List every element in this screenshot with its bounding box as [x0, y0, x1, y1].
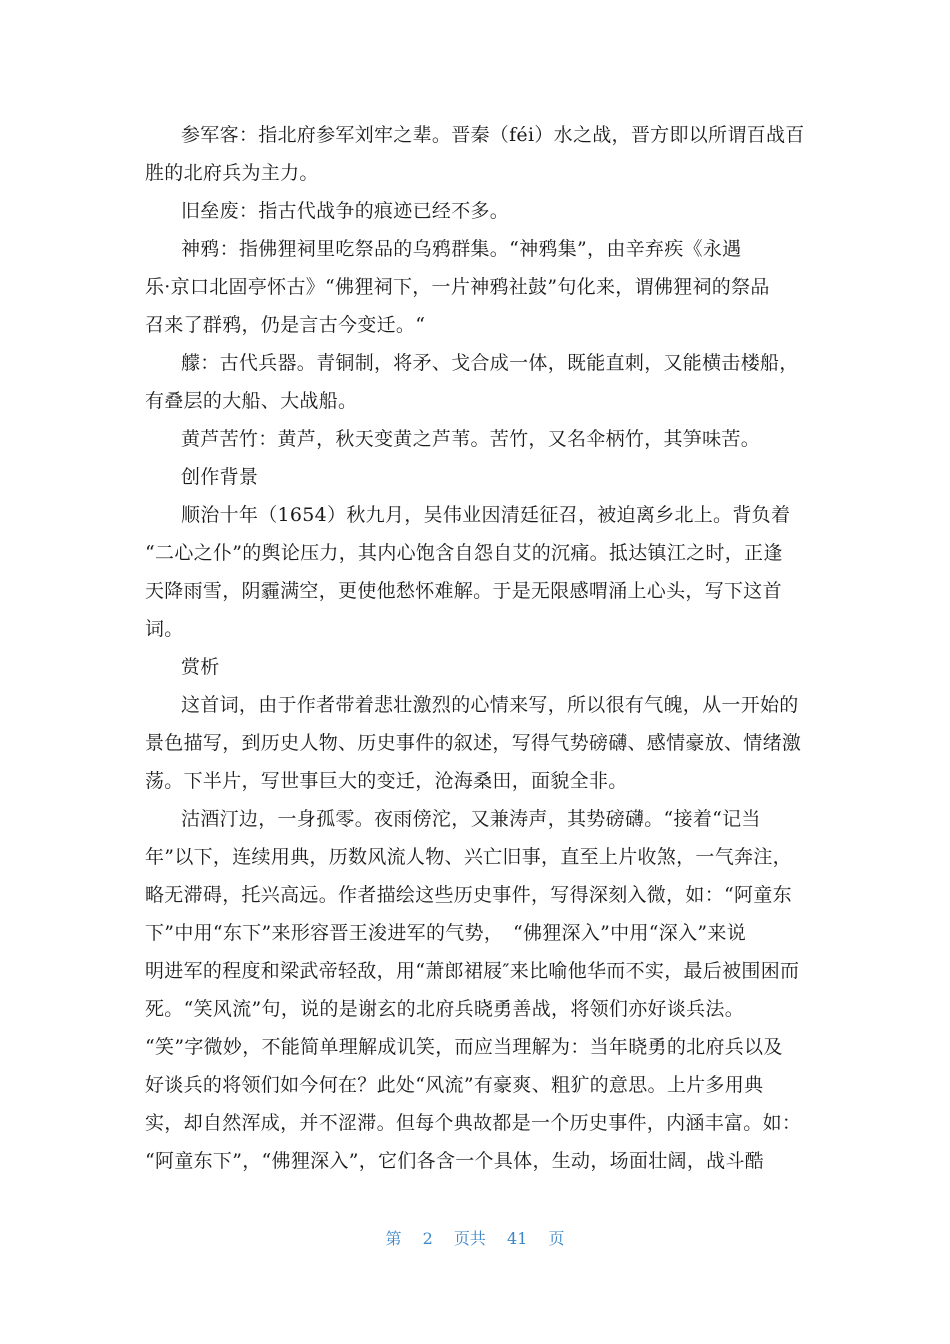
text-line: “阿童东下”，“佛狸深入”，它们各含一个具体，生动，场面壮阔，战斗酷 [145, 1150, 765, 1172]
text-line: 胜的北府兵为主力。 [145, 162, 319, 184]
text-line: “笑”字微妙，不能简单理解成讥笑，而应当理解为：当年晓勇的北府兵以及 [145, 1036, 783, 1058]
text-line: 创作背景 [181, 466, 259, 488]
text-line: 沽酒汀边，一身孤零。夜雨傍沱，又兼涛声，其势磅礴。“接着“记当 [181, 808, 761, 830]
document-body [145, 116, 805, 1180]
text-line: 明进军的程度和梁武帝轻敌，用“萧郎裙屐″来比喻他华而不实，最后被围困而 [145, 960, 800, 982]
text-line: “二心之仆”的舆论压力，其内心饱含自怨自艾的沉痛。抵达镇江之时，正逢 [145, 542, 783, 564]
text-line: 旧垒废：指古代战争的痕迹已经不多。 [181, 200, 510, 222]
text-line: 好谈兵的将领们如今何在？此处“风流”有豪爽、粗犷的意思。上片多用典 [145, 1074, 764, 1096]
text-line: 神鸦：指佛狸祠里吃祭品的乌鸦群集。“神鸦集”，由辛弃疾《永遇 [181, 238, 742, 260]
text-line: 荡。下半片，写世事巨大的变迁，沧海桑田，面貌全非。 [145, 770, 628, 792]
of-label: 页共 [453, 1229, 486, 1248]
total-pages: 41 [507, 1229, 528, 1248]
text-line: 参军客：指北府参军刘牢之辈。晋秦（féi）水之战，晋方即以所谓百战百 [181, 124, 805, 146]
text-line: 略无滞碍，托兴高远。作者描绘这些历史事件，写得深刻入微，如：“阿童东 [145, 884, 792, 906]
text-line: 天降雨雪，阴霾满空，更使他愁怀难解。于是无限感喟涌上心头，写下这首 [145, 580, 782, 602]
text-line: 召来了群鸦，仍是言古今变迁。“ [145, 314, 426, 336]
page-footer [0, 1226, 950, 1249]
text-line: 死。“笑风流”句，说的是谢玄的北府兵晓勇善战，将领们亦好谈兵法。 [145, 998, 745, 1020]
text-line: 赏析 [181, 656, 220, 678]
text-line: 艨：古代兵器。青铜制，将矛、戈合成一体，既能直刺，又能横击楼船， [181, 352, 799, 374]
text-line: 顺治十年（1654）秋九月，吴伟业因清廷征召，被迫离乡北上。背负着 [181, 504, 791, 526]
text-line: 景色描写，到历史人物、历史事件的叙述，写得气势磅礴、感情豪放、情绪激 [145, 732, 802, 754]
page-label: 第 [385, 1229, 402, 1248]
text-line: 黄芦苦竹：黄芦，秋天变黄之芦苇。苦竹，又名伞柄竹，其笋味苦。 [181, 428, 761, 450]
page-suffix: 页 [548, 1229, 565, 1248]
text-line: 乐·京口北固亭怀古》“佛狸祠下，一片神鸦社鼓”句化来，谓佛狸祠的祭品 [145, 276, 770, 298]
text-line: 这首词，由于作者带着悲壮激烈的心情来写，所以很有气魄，从一开始的 [181, 694, 799, 716]
text-line: 词。 [145, 618, 184, 640]
text-line: 下”中用“东下”来形容晋王浚进军的气势， “佛狸深入”中用“深入”来说 [145, 922, 746, 944]
page-number: 2 [422, 1229, 433, 1248]
text-line: 有叠层的大船、大战船。 [145, 390, 358, 412]
text-line: 年”以下，连续用典，历数风流人物、兴亡旧事，直至上片收煞，一气奔注， [145, 846, 792, 868]
text-line: 实，却自然浑成，并不涩滞。但每个典故都是一个历史事件，内涵丰富。如： [145, 1112, 802, 1134]
